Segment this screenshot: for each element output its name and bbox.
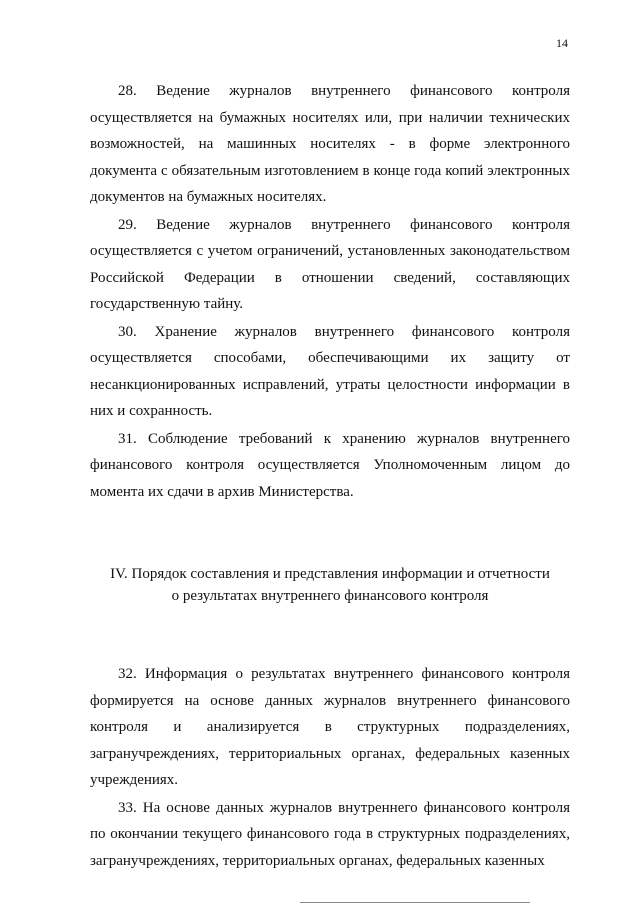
section-heading-line2: о результатах внутреннего финансового контроля [171,588,489,604]
paragraph-28: 28. Ведение журналов внутреннего финансового контроля осуществляется на бумажных носителях или, при наличии технических возможностей, на машинных носителях - в форме электронного документа с обязательным изготовлением в конце года копий электронных документов на бумажных носителях. [90,83,570,205]
paragraph-29: 29. Ведение журналов внутреннего финансового контроля осуществляется с учетом ограничений, установленных законодательством Российской Федерации в отношении сведений, составляющих государственную тайну. [90,216,570,312]
paragraph-32: 32. Информация о результатах внутреннего финансового контроля формируется на основе данных журналов внутреннего финансового контроля и анализируется в структурных подразделениях, загранучреждениях, территориальных органах, федеральных казенных учреждениях. [90,666,570,788]
paragraph-30: 30. Хранение журналов внутреннего финансового контроля осуществляется способами, обеспечивающими их защиту от несанкционированных исправлений, утраты целостности информации в них и сохранность. [90,323,570,419]
paragraph-33: 33. На основе данных журналов внутреннего финансового контроля по окончании текущего финансового года в структурных подразделениях, загранучреждениях, территориальных органах, федеральных казенных [90,799,570,869]
document-body [90,78,570,875]
paragraph-31: 31. Соблюдение требований к хранению журналов внутреннего финансового контроля осуществляется Уполномоченным лицом до момента их сдачи в архив Министерства. [90,430,570,500]
section-heading [90,563,570,607]
section-heading-line1: IV. Порядок составления и представления информации и отчетности [110,566,550,582]
bottom-edge-line [300,902,530,903]
page-number: 14 [556,36,568,50]
